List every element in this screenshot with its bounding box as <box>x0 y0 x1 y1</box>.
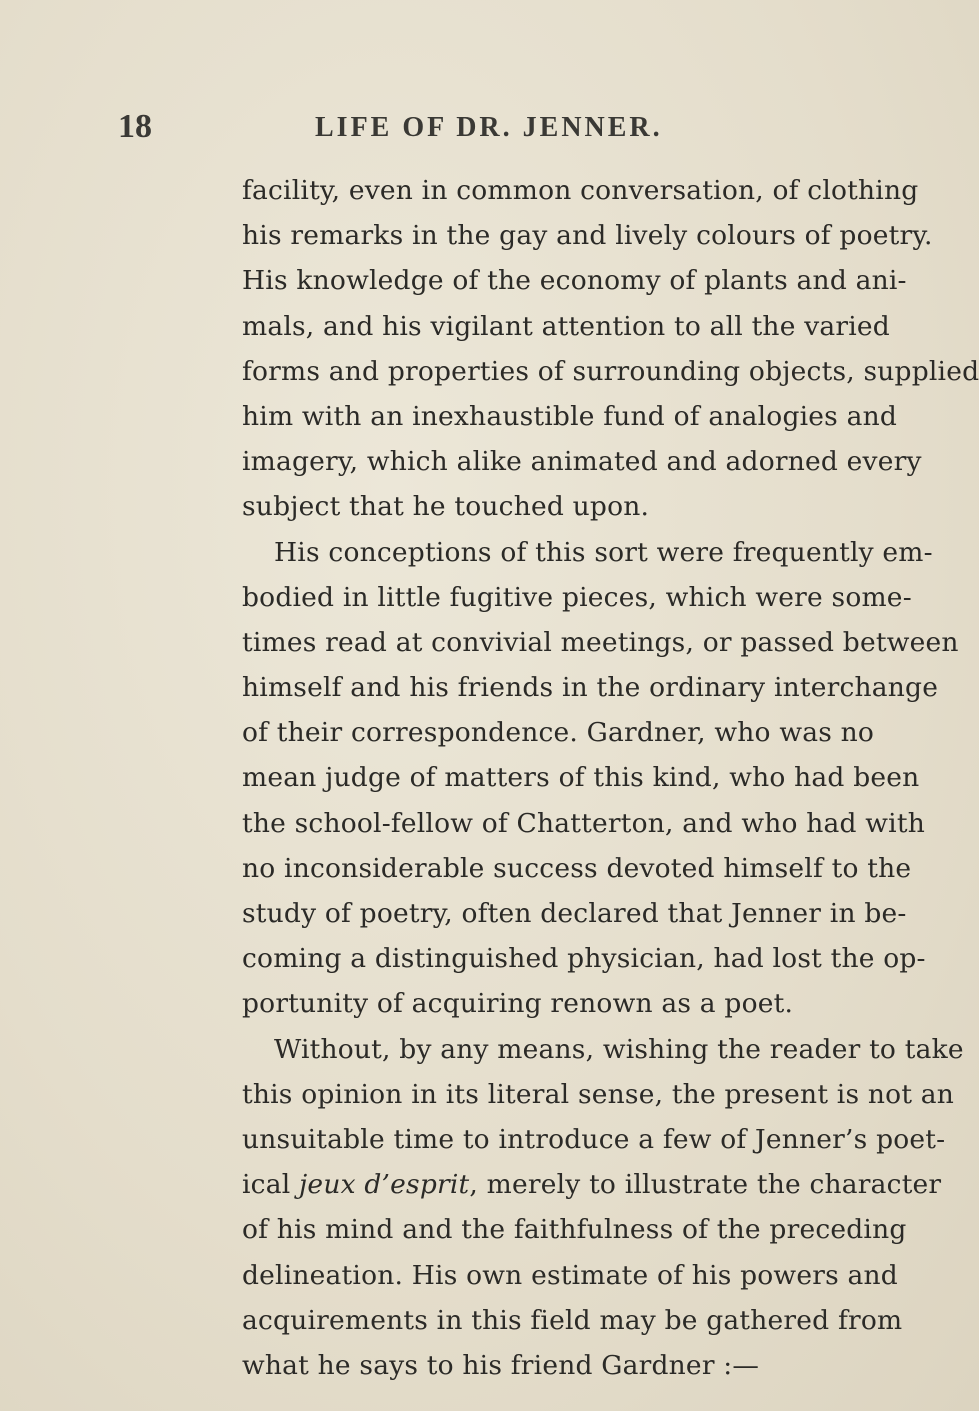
page-number: 18 <box>118 108 152 145</box>
text-line: no inconsiderable success devoted himself to the <box>242 852 912 884</box>
text-line: forms and properties of surrounding objects, supplied <box>242 355 979 387</box>
text-line: times read at convivial meetings, or passed between <box>242 626 959 658</box>
text-line: Without, by any means, wishing the reader to take <box>274 1033 964 1065</box>
text-line: what he says to his friend Gardner :— <box>242 1349 760 1381</box>
text-line: him with an inexhaustible fund of analogies and <box>242 400 898 432</box>
text-line: delineation. His own estimate of his powers and <box>242 1259 898 1291</box>
text-segment: ical <box>242 1169 300 1201</box>
text-line: study of poetry, often declared that Jenner in be- <box>242 898 907 929</box>
text-line: his remarks in the gay and lively colours of poetry. <box>242 220 933 252</box>
running-head <box>0 108 800 158</box>
text-line: portunity of acquiring renown as a poet. <box>242 988 794 1020</box>
text-line: this opinion in its literal sense, the present is not an <box>242 1078 955 1110</box>
text-line: bodied in little fugitive pieces, which were some- <box>242 581 912 613</box>
text-line: His knowledge of the economy of plants and ani- <box>242 265 907 297</box>
text-line: himself and his friends in the ordinary interchange <box>242 672 939 704</box>
text-line: coming a distinguished physician, had lost the op- <box>242 943 926 975</box>
text-line: mals, and his vigilant attention to all the varied <box>242 310 890 342</box>
text-line: unsuitable time to introduce a few of Jenner’s poet- <box>242 1123 946 1155</box>
running-title: LIFE OF DR. JENNER. <box>315 112 663 143</box>
text-line: His conceptions of this sort were frequently em- <box>274 536 933 568</box>
text-line: the school-fellow of Chatterton, and who had with <box>242 807 925 839</box>
body-text <box>242 168 979 1388</box>
italic-phrase: jeux d’esprit <box>299 1169 470 1201</box>
text-line: imagery, which alike animated and adorned every <box>242 446 922 478</box>
text-line: subject that he touched upon. <box>242 491 650 523</box>
text-line: of their correspondence. Gardner, who was no <box>242 717 875 749</box>
text-line <box>242 1162 942 1207</box>
text-segment: , merely to illustrate the character <box>469 1169 942 1201</box>
text-line: of his mind and the faithfulness of the preceding <box>242 1214 907 1246</box>
text-line: mean judge of matters of this kind, who had been <box>242 762 920 794</box>
text-line: acquirements in this field may be gathered from <box>242 1304 903 1336</box>
text-line: facility, even in common conversation, of clothing <box>242 175 919 206</box>
